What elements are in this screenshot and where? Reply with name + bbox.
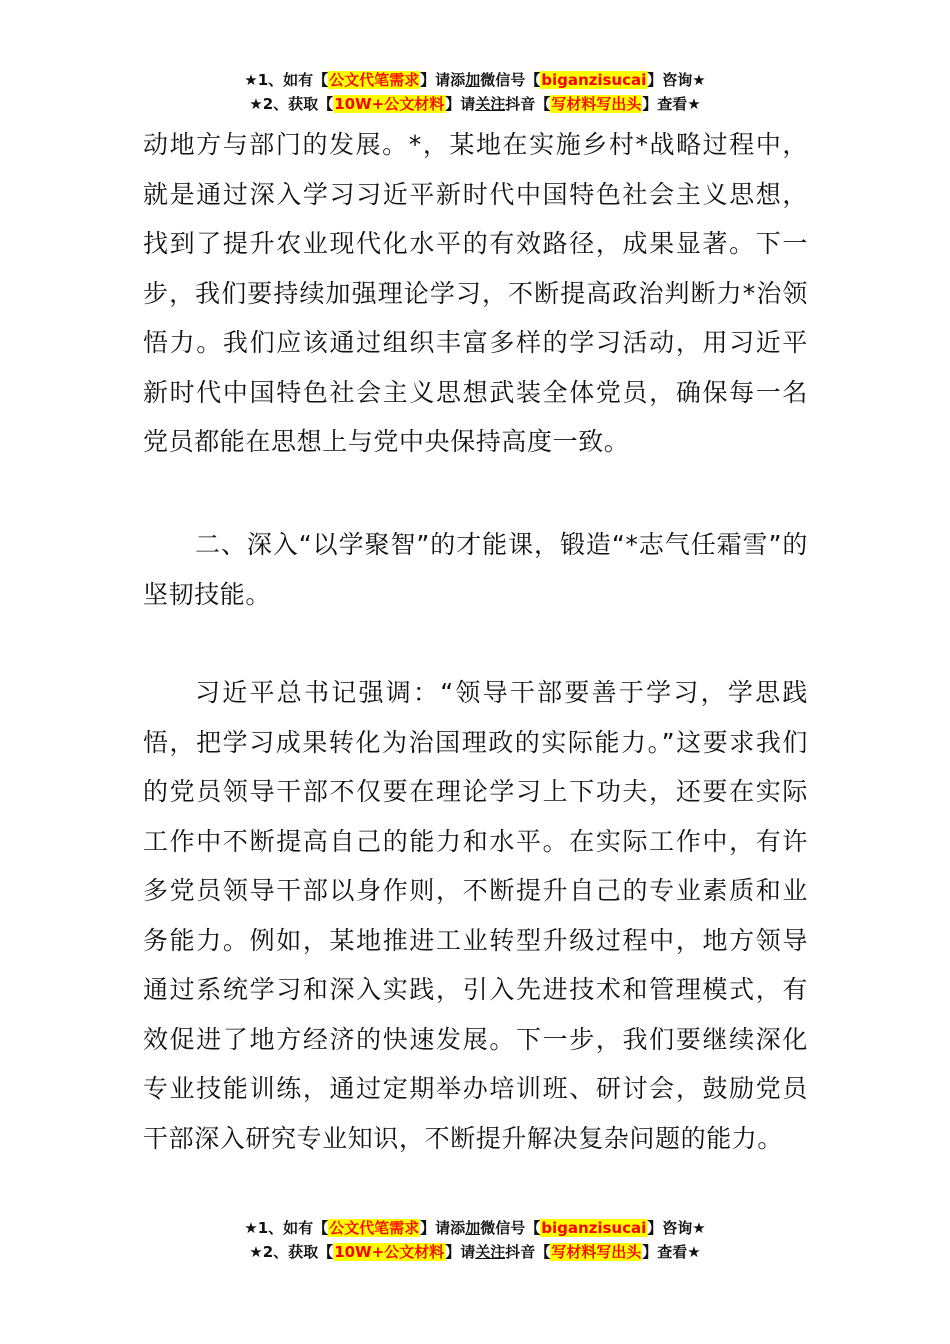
banner-line-1-mid: 】请添 [420, 71, 466, 89]
paragraph-text: 习近平总书记强调：“领导干部要善于学习，学思践悟，把学习成果转化为治国理政的实际能力。”这要求我们的党员领导干部不仅要在理论学习上下功夫，还要在实际工作中不断提高自己的能力和水平。在实际工作中，有许多党员领导干部以身作则，不断提升自己的专业素质和业务能力。例如，某地推进工业转型升级过程中，地方领导通过系统学习和深入实践，引入先进技术和管理模式，有效促进了地方经济的快速发展。下一步，我们要继续深化专业技能训练，通过定期举办培训班、研讨会，鼓励党员干部深入研究专业知识，不断提升解决复杂问题的能力。 [143, 678, 808, 1153]
bottom-banner [0, 1216, 950, 1264]
banner-line-1-prefix: ★1、如有【 [244, 71, 329, 89]
banner-line-2-prefix: ★2、获取【 [249, 1243, 334, 1261]
banner-line-2-prefix: ★2、获取【 [249, 95, 334, 113]
banner-line-1-mid-2: 微信号【 [480, 71, 541, 89]
banner-highlight-materials: 10W+公文材料 [334, 95, 445, 113]
banner-line-2 [0, 92, 950, 116]
banner-line-1 [0, 1216, 950, 1240]
banner-line-2-emphasis: 关注 [475, 95, 506, 113]
top-banner [0, 68, 950, 116]
paragraph-text: 动地方与部门的发展。*，某地在实施乡村*战略过程中，就是通过深入学习习近平新时代中国特色社会主义思想，找到了提升农业现代化水平的有效路径，成果显著。下一步，我们要持续加强理论学习，不断提高政治判断力*治领悟力。我们应该通过组织丰富多样的学习活动，用习近平新时代中国特色社会主义思想武装全体党员，确保每一名党员都能在思想上与党中央保持高度一致。 [143, 130, 808, 456]
banner-line-1-emphasis: 加 [465, 71, 481, 89]
banner-line-1-mid: 】请添 [420, 1219, 466, 1237]
banner-highlight-service: 公文代笔需求 [329, 1219, 420, 1237]
body-paragraph-1 [143, 120, 808, 467]
banner-line-2-emphasis: 关注 [475, 1243, 506, 1261]
banner-highlight-wechat: biganzisucai [541, 71, 647, 89]
banner-line-1-mid-2: 微信号【 [480, 1219, 541, 1237]
banner-line-2-mid-2: 抖音【 [505, 1243, 551, 1261]
body-paragraph-2 [143, 668, 808, 1163]
banner-highlight-douyin: 写材料写出头 [551, 1243, 642, 1261]
banner-line-1-suffix: 】咨询★ [647, 1219, 706, 1237]
banner-line-2 [0, 1240, 950, 1264]
banner-highlight-materials: 10W+公文材料 [334, 1243, 445, 1261]
banner-line-2-mid: 】请 [445, 1243, 476, 1261]
banner-highlight-douyin: 写材料写出头 [551, 95, 642, 113]
banner-line-2-suffix: 】查看★ [642, 95, 701, 113]
banner-line-1 [0, 68, 950, 92]
banner-line-2-mid: 】请 [445, 95, 476, 113]
banner-highlight-service: 公文代笔需求 [329, 71, 420, 89]
banner-line-2-suffix: 】查看★ [642, 1243, 701, 1261]
banner-line-2-mid-2: 抖音【 [505, 95, 551, 113]
banner-highlight-wechat: biganzisucai [541, 1219, 647, 1237]
banner-line-1-suffix: 】咨询★ [647, 71, 706, 89]
banner-line-1-emphasis: 加 [465, 1219, 481, 1237]
banner-line-1-prefix: ★1、如有【 [244, 1219, 329, 1237]
section-heading-2 [143, 520, 808, 619]
section-heading-text: 二、深入“以学聚智”的才能课，锻造“*志气任霜雪”的坚韧技能。 [143, 530, 808, 609]
